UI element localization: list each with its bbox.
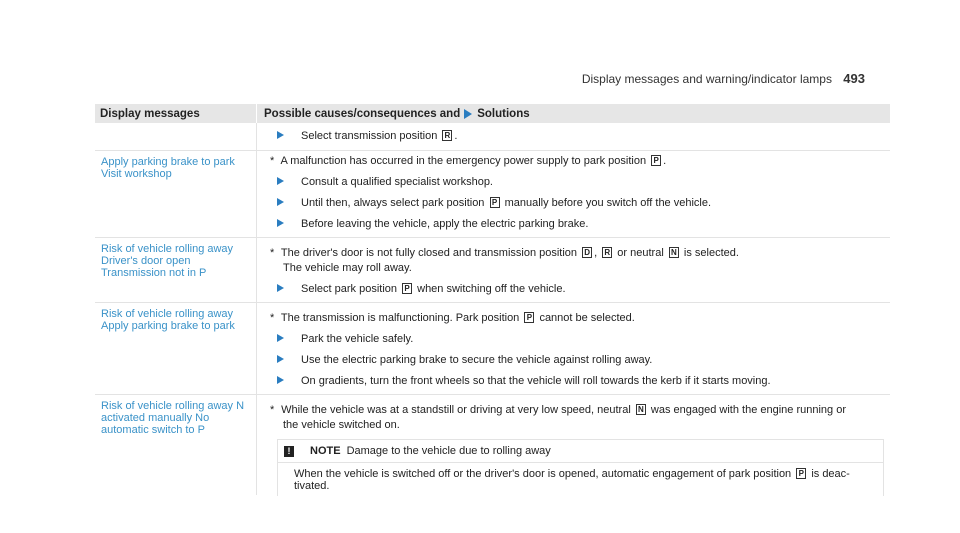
- solution-step: [265, 130, 884, 142]
- note-body: [278, 463, 883, 496]
- cause-extra: The vehicle may roll away.: [283, 262, 412, 274]
- arrow-right-icon: [277, 376, 284, 384]
- table-row: [95, 395, 890, 499]
- column-header-solutions-label: Solutions: [477, 107, 530, 120]
- solution-cell: [257, 123, 890, 150]
- solution-step: [265, 333, 884, 345]
- gear-p-icon: P: [796, 468, 806, 479]
- step-text: manually before you switch off the vehicle.: [504, 197, 712, 209]
- gear-r-icon: R: [602, 247, 612, 258]
- cause-end: is selected.: [683, 247, 739, 259]
- gear-r-icon: R: [442, 130, 452, 141]
- note-text: When the vehicle is switched off or the driver's door is opened, automatic engagement of park position: [294, 468, 792, 480]
- cause-text: * The transmission is malfunctioning. Park position P cannot be selected.: [270, 312, 635, 324]
- cause-part: was engaged with the engine running or: [650, 404, 847, 416]
- column-header-display-messages: Display messages: [95, 104, 257, 123]
- solution-cell: [257, 303, 890, 394]
- message-cell: Risk of vehicle rolling away Driver's door open Transmission not in P: [95, 238, 257, 302]
- display-messages-table: [95, 104, 890, 499]
- cause-text: * The driver's door is not fully closed and transmission position D , R or neutral N is selected.: [270, 247, 739, 259]
- cause-end: .: [663, 155, 667, 167]
- arrow-right-icon: [277, 355, 284, 363]
- step-text: On gradients, turn the front wheels so that the vehicle will roll towards the kerb if it starts moving.: [301, 375, 771, 387]
- cause-text: * A malfunction has occurred in the emergency power supply to park position P .: [270, 155, 667, 167]
- note-box: [277, 439, 884, 496]
- column-header-causes: [257, 108, 530, 120]
- note-header: [278, 440, 883, 463]
- gear-n-icon: N: [669, 247, 679, 258]
- solution-cell: [257, 238, 890, 302]
- gear-n-icon: N: [636, 404, 646, 415]
- step-text: Park the vehicle safely.: [301, 333, 414, 345]
- solution-step: [265, 218, 884, 230]
- arrow-right-icon: [277, 177, 284, 185]
- step-text: Before leaving the vehicle, apply the electric parking brake.: [301, 218, 589, 230]
- exclamation-icon: !: [284, 446, 294, 457]
- gear-p-icon: P: [402, 283, 412, 294]
- table-row: [95, 238, 890, 303]
- cause-text-cont: the vehicle switched on.: [283, 419, 400, 431]
- step-end: .: [454, 130, 458, 142]
- note-heading: Damage to the vehicle due to rolling away: [346, 445, 551, 457]
- table-row: [95, 123, 890, 151]
- arrow-right-icon: [277, 198, 284, 206]
- step-text: Select park position: [301, 283, 397, 295]
- message-cell: Risk of vehicle rolling away N activated manually No automatic switch to P: [95, 395, 257, 495]
- table-row: [95, 303, 890, 395]
- cause-part: A malfunction has occurred in the emergency power supply to park position: [280, 155, 647, 167]
- arrow-right-icon: [277, 334, 284, 342]
- table-header: [95, 104, 890, 123]
- solution-step: [265, 197, 884, 209]
- note-title: NOTE: [310, 445, 341, 457]
- solution-cell: [257, 395, 890, 499]
- gear-p-icon: P: [651, 155, 661, 166]
- solution-step: [265, 176, 884, 188]
- separator: ,: [594, 247, 598, 259]
- column-header-causes-label: Possible causes/consequences and: [264, 107, 461, 120]
- step-text: Select transmission position: [301, 130, 438, 142]
- step-text: Until then, always select park position: [301, 197, 485, 209]
- separator: or neutral: [617, 247, 664, 259]
- page-header: [582, 71, 865, 86]
- header-title: Display messages and warning/indicator lamps: [581, 72, 832, 86]
- arrow-right-icon: [464, 109, 472, 119]
- arrow-right-icon: [277, 131, 284, 139]
- gear-d-icon: D: [582, 247, 592, 258]
- arrow-right-icon: [277, 284, 284, 292]
- table-row: [95, 151, 890, 238]
- page-number: 493: [843, 71, 865, 86]
- arrow-right-icon: [277, 219, 284, 227]
- solution-step: [265, 375, 884, 387]
- step-text: when switching off the vehicle.: [417, 283, 566, 295]
- note-text: tivated.: [294, 480, 330, 492]
- gear-p-icon: P: [524, 312, 534, 323]
- solution-step: [265, 354, 884, 366]
- cause-end: cannot be selected.: [539, 312, 635, 324]
- note-text: is deac-: [811, 468, 850, 480]
- message-cell: Risk of vehicle rolling away Apply parking brake to park: [95, 303, 257, 394]
- step-text: Consult a qualified specialist workshop.: [301, 176, 493, 188]
- message-cell: Apply parking brake to park Visit workshop: [95, 151, 257, 237]
- message-cell: [95, 123, 257, 150]
- cause-part: While the vehicle was at a standstill or driving at very low speed, neutral: [281, 404, 631, 416]
- cause-part: The driver's door is not fully closed and transmission position: [280, 247, 578, 259]
- gear-p-icon: P: [490, 197, 500, 208]
- step-text: Use the electric parking brake to secure the vehicle against rolling away.: [301, 354, 653, 366]
- cause-part: The transmission is malfunctioning. Park position: [280, 312, 520, 324]
- solution-cell: [257, 151, 890, 237]
- cause-text: * While the vehicle was at a standstill or driving at very low speed, neutral N was engaged with the engine running or: [270, 404, 847, 416]
- solution-step: [265, 283, 884, 295]
